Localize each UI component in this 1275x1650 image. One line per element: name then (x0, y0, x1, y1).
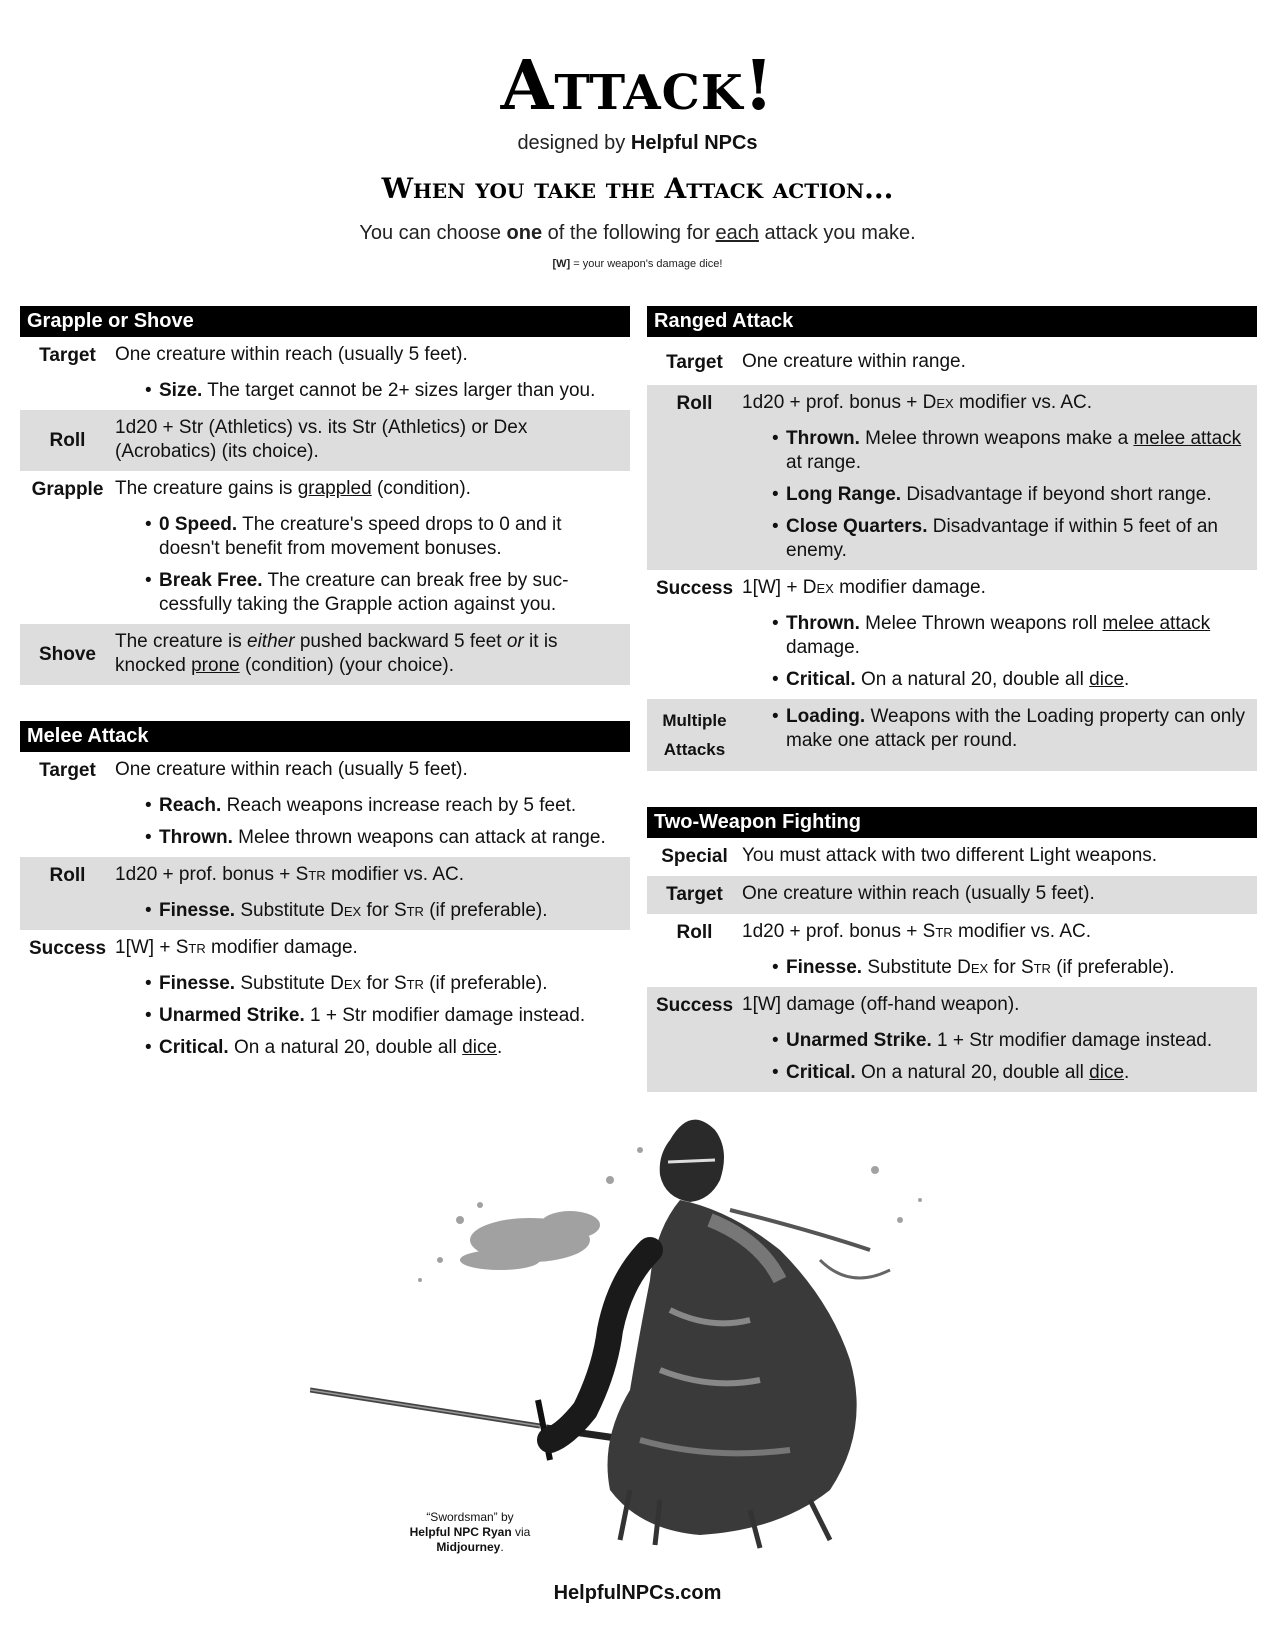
credit-via: via (515, 1525, 531, 1539)
body-text: 1d20 + prof. bonus + (742, 921, 918, 942)
success-row (647, 570, 1257, 699)
bullet-bold: Finesse. (159, 973, 236, 994)
multiple-attacks-row (647, 699, 1257, 771)
prone-link[interactable]: prone (191, 655, 240, 676)
row-label: Target (39, 345, 96, 366)
body-italic: or (506, 631, 524, 652)
row-body (115, 630, 630, 678)
row-label: Roll (676, 393, 713, 414)
body-text: modifier vs. AC. (959, 392, 1093, 413)
dice-link[interactable]: dice (462, 1037, 498, 1058)
row-label: Special (661, 846, 728, 867)
list-item (115, 1004, 624, 1028)
bullet-text: On a natural 20, double all (860, 1062, 1084, 1083)
bullet-text: . (1124, 1062, 1130, 1083)
bullet-text: (if preferable). (1056, 957, 1175, 978)
ranged-attack-section (647, 306, 1257, 771)
bullet-bold: Thrown. (786, 428, 860, 449)
list-item (115, 569, 624, 617)
bullet-bold: Unarmed Strike. (786, 1030, 932, 1051)
bullet-text: (if preferable). (429, 973, 548, 994)
body-text: (condition) (your choice). (244, 655, 455, 676)
bullet-text: Melee thrown weapons can attack at range. (238, 827, 606, 848)
stat-text: Dex (330, 973, 362, 994)
grappled-link[interactable]: grappled (297, 478, 372, 499)
two-weapon-section (647, 807, 1257, 1092)
left-column (20, 306, 630, 1103)
intro-mid: of the following for (547, 222, 710, 244)
row-label: Target (666, 352, 723, 373)
stat-text: Str (393, 900, 424, 921)
list-item (742, 1061, 1251, 1085)
bullet-text: Substitute (240, 973, 325, 994)
target-row (20, 752, 630, 857)
stat-text: Str (295, 864, 326, 885)
byline-author: Helpful NPCs (630, 132, 758, 154)
row-label: Success (28, 938, 107, 959)
subtitle: When you take the Attack action... (381, 172, 894, 205)
bullet-bold: Size. (159, 380, 203, 401)
stat-text: Dex (802, 577, 834, 598)
grapple-shove-section (20, 306, 630, 685)
bullet-text: for (366, 973, 389, 994)
section-header: Ranged Attack (647, 306, 1257, 337)
list-item (742, 612, 1251, 660)
success-row (20, 930, 630, 1067)
bullet-bold: Thrown. (159, 827, 233, 848)
target-row (647, 876, 1257, 914)
credit-tool: Midjourney (436, 1540, 501, 1554)
row-label: Roll (676, 922, 713, 943)
bullet-bold: Close Quarters. (786, 516, 928, 537)
bullet-text: at range. (786, 452, 861, 473)
target-row (20, 337, 630, 410)
row-label: Success (655, 995, 734, 1016)
row-body (115, 936, 630, 1060)
bullet-text: 1 + Str modifier damage instead. (310, 1005, 586, 1026)
intro-text (0, 222, 1275, 245)
bullet-text: 1 + Str modifier damage instead. (937, 1030, 1213, 1051)
stat-text: Str (922, 921, 953, 942)
list-item (742, 668, 1251, 692)
bullet-bold: Unarmed Strike. (159, 1005, 305, 1026)
section-header: Grapple or Shove (20, 306, 630, 337)
weapon-dice-note (0, 258, 1275, 270)
bullet-bold: Loading. (786, 706, 866, 727)
body-text: The creature is (115, 631, 242, 652)
note-text: = your weapon's damage dice! (573, 258, 723, 270)
list-item (115, 826, 624, 850)
dice-link[interactable]: dice (1089, 669, 1125, 690)
melee-attack-link[interactable]: melee attack (1102, 613, 1211, 634)
intro-pre: You can choose (359, 222, 501, 244)
grapple-row (20, 471, 630, 624)
stat-text: Str (1020, 957, 1051, 978)
row-body (115, 343, 630, 403)
list-item (115, 379, 624, 403)
bullet-text: damage. (786, 637, 860, 658)
stat-text: Dex (330, 900, 362, 921)
list-item (742, 1029, 1251, 1053)
bullet-text: Melee Thrown weapons roll (865, 613, 1098, 634)
section-header: Two-Weapon Fighting (647, 807, 1257, 838)
list-item (742, 427, 1251, 475)
bullet-text: Disadvantage if beyond short range. (906, 484, 1212, 505)
list-item (115, 794, 624, 818)
knight (550, 1120, 890, 1548)
bullet-bold: Critical. (786, 1062, 856, 1083)
body-text: modifier vs. AC. (330, 864, 464, 885)
bullet-bold: Break Free. (159, 570, 263, 591)
roll-row (647, 385, 1257, 570)
bullet-bold: Finesse. (786, 957, 863, 978)
roll-row (20, 410, 630, 471)
bullet-text: Reach weapons increase reach by 5 feet. (226, 795, 577, 816)
row-body (115, 758, 630, 850)
body-text: it is knocked (115, 631, 558, 676)
stat-text: Str (393, 973, 424, 994)
bullet-bold: 0 Speed. (159, 514, 238, 535)
shove-row (20, 624, 630, 685)
dice-link[interactable]: dice (1089, 1062, 1125, 1083)
body-italic: either (247, 631, 295, 652)
note-bold: [W] (552, 258, 571, 270)
roll-row (20, 857, 630, 930)
body-text: 1d20 + prof. bonus + (115, 864, 291, 885)
right-column (647, 306, 1257, 1128)
row-body (742, 920, 1257, 980)
row-label: Target (666, 884, 723, 905)
melee-attack-link[interactable]: melee attack (1133, 428, 1242, 449)
body-text: One creature within reach (usually 5 feet). (115, 759, 468, 780)
body-text: 1[W] damage (off-hand weapon). (742, 994, 1020, 1015)
melee-attack-section (20, 721, 630, 1067)
row-label: Shove (38, 643, 97, 665)
row-body (742, 576, 1257, 692)
body-text: 1d20 + prof. bonus + (742, 392, 918, 413)
bullet-text: for (366, 900, 389, 921)
body-text: modifier vs. AC. (957, 921, 1091, 942)
row-label: Roll (49, 865, 86, 886)
row-label: Multiple Attacks (662, 711, 727, 759)
row-body: One creature within reach (usually 5 feet). (742, 883, 1095, 904)
bullet-text: Weapons with the Loading property can only make one attack per round. (786, 706, 1246, 751)
intro-underline: each (715, 222, 759, 244)
row-body (742, 391, 1257, 563)
bullet-text: . (1124, 669, 1130, 690)
bullet-text: On a natural 20, double all (860, 669, 1084, 690)
section-header: Melee Attack (20, 721, 630, 752)
target-row (647, 337, 1257, 385)
bullet-text: for (993, 957, 1016, 978)
list-item (115, 972, 624, 996)
bullet-bold: Critical. (159, 1037, 229, 1058)
list-item (742, 956, 1251, 980)
credit-dot: . (500, 1540, 504, 1554)
list-item (742, 705, 1251, 753)
body-text: One creature within reach (usually 5 feet). (115, 344, 468, 365)
bullet-bold: Long Range. (786, 484, 902, 505)
stat-text: Dex (922, 392, 954, 413)
bullet-text: Substitute (240, 900, 325, 921)
image-credit (380, 1510, 560, 1555)
row-label: Success (655, 578, 734, 599)
row-body: You must attack with two different Light weapons. (742, 845, 1158, 866)
body-text: modifier damage. (839, 577, 986, 598)
row-body (115, 863, 630, 923)
bullet-text: (if preferable). (429, 900, 548, 921)
bullet-text: On a natural 20, double all (233, 1037, 457, 1058)
body-text: 1[W] + (115, 937, 171, 958)
roll-row (647, 914, 1257, 987)
body-text: (condition). (376, 478, 471, 499)
row-body (742, 705, 1257, 764)
credit-author: Helpful NPC Ryan (409, 1525, 512, 1539)
bullet-text: Disadvantage if within 5 feet of an enemy. (786, 516, 1218, 561)
body-text: The creature gains is (115, 478, 293, 499)
bullet-text: Substitute (867, 957, 952, 978)
list-item (742, 515, 1251, 563)
bullet-bold: Finesse. (159, 900, 236, 921)
stat-text: Str (175, 937, 206, 958)
page-title: Attack! (500, 46, 775, 126)
row-label: Target (39, 760, 96, 781)
row-body: One creature within range. (742, 351, 966, 372)
list-item (115, 1036, 624, 1060)
stat-text: Dex (957, 957, 989, 978)
bullet-text: The creature's speed drops to 0 and it doesn't benefit from movement bonuses. (159, 514, 562, 559)
bullet-text: The target cannot be 2+ sizes larger than you. (207, 380, 596, 401)
row-body: 1d20 + Str (Athletics) vs. its Str (Athletics) or Dex (Acrobatics) (its choice). (115, 417, 528, 462)
bullet-text: The creature can break free by successfully taking the Grapple action against you. (159, 570, 569, 615)
success-row (647, 987, 1257, 1092)
intro-bold: one (506, 222, 543, 244)
byline (0, 132, 1275, 155)
row-label: Grapple (31, 479, 104, 500)
row-body (115, 477, 630, 617)
bullet-bold: Thrown. (786, 613, 860, 634)
bullet-text: . (497, 1037, 503, 1058)
special-row (647, 838, 1257, 876)
intro-post: attack you make. (764, 222, 916, 244)
list-item (115, 899, 624, 923)
row-label: Roll (49, 429, 86, 451)
list-item (115, 513, 624, 561)
list-item (742, 483, 1251, 507)
bullet-bold: Critical. (786, 669, 856, 690)
body-text: 1[W] + (742, 577, 798, 598)
swordsman-illustration (310, 1110, 950, 1550)
byline-prefix: designed by (517, 132, 626, 154)
bullet-text: Melee thrown weapons make a (865, 428, 1129, 449)
credit-quote: “Swordsman” by (426, 1510, 514, 1524)
body-text: modifier damage. (211, 937, 358, 958)
body-text: pushed backward 5 feet (299, 631, 502, 652)
row-body (742, 993, 1257, 1085)
bullet-bold: Reach. (159, 795, 222, 816)
footer-url[interactable]: HelpfulNPCs.com (553, 1582, 722, 1604)
